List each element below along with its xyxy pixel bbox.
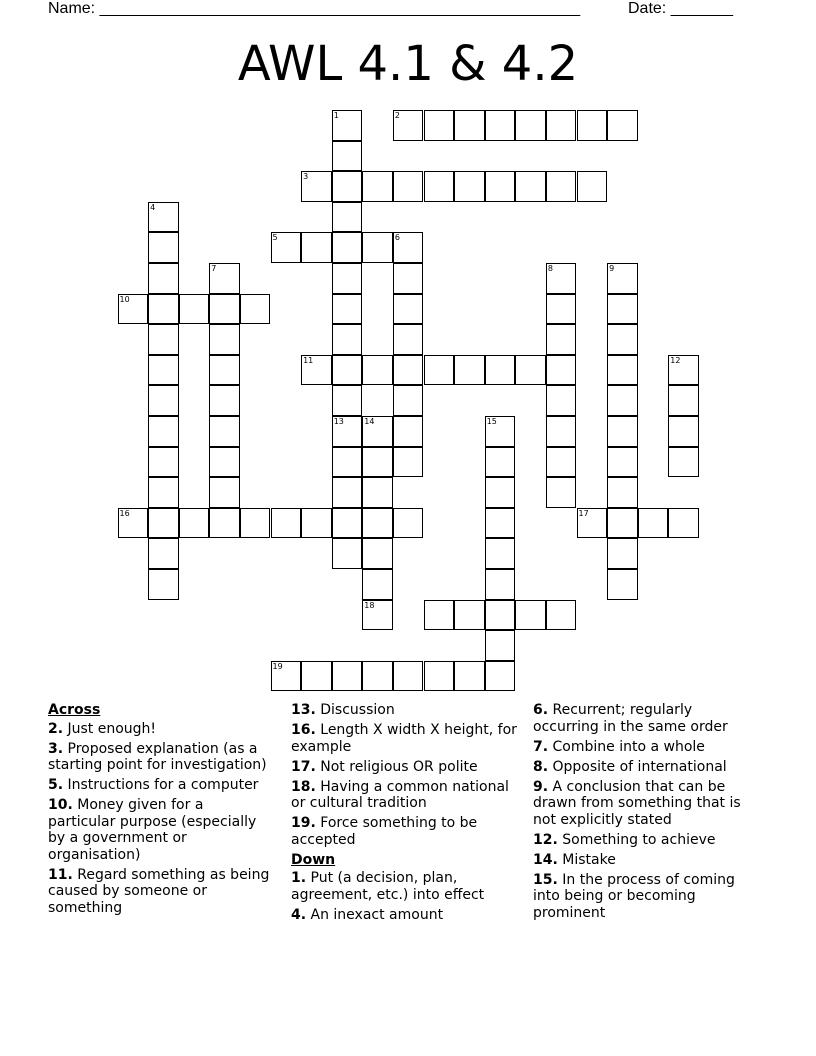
cell-number: 1 bbox=[333, 111, 339, 120]
down-clue bbox=[533, 832, 759, 849]
grid-cell[interactable] bbox=[332, 171, 363, 202]
grid-cell[interactable] bbox=[332, 202, 363, 233]
grid-cell[interactable] bbox=[148, 385, 179, 416]
cell-number: 17 bbox=[578, 508, 589, 518]
grid-cell[interactable] bbox=[546, 600, 577, 631]
clue-text: Combine into a whole bbox=[548, 738, 705, 755]
grid-cell[interactable] bbox=[332, 110, 363, 141]
grid-cell[interactable] bbox=[240, 508, 271, 539]
grid-cell[interactable] bbox=[240, 294, 271, 325]
grid-cell[interactable] bbox=[607, 416, 638, 447]
grid-cell[interactable] bbox=[209, 447, 240, 478]
clue-number: 2. bbox=[48, 720, 64, 737]
puzzle-title: AWL 4.1 & 4.2 bbox=[237, 36, 579, 92]
grid-cell[interactable] bbox=[332, 141, 363, 172]
grid-cell[interactable] bbox=[301, 171, 332, 202]
clue-text: Not religious OR polite bbox=[315, 758, 478, 775]
grid-cell[interactable] bbox=[148, 416, 179, 447]
clue-text: Money given for a particular purpose (especially by a government or organisation) bbox=[48, 797, 257, 863]
grid-cell[interactable] bbox=[607, 385, 638, 416]
grid-cell[interactable] bbox=[393, 385, 424, 416]
clue-text: Put (a decision, plan, agreement, etc.) into effect bbox=[291, 870, 485, 903]
grid-cell[interactable] bbox=[485, 630, 516, 661]
grid-cell[interactable] bbox=[209, 477, 240, 508]
clue-text: Opposite of international bbox=[548, 758, 727, 775]
grid-cell[interactable] bbox=[179, 294, 210, 325]
grid-cell[interactable] bbox=[301, 661, 332, 692]
grid-cell[interactable] bbox=[424, 110, 455, 141]
across-clue bbox=[291, 815, 517, 848]
grid-cell[interactable] bbox=[301, 355, 332, 386]
across-clue bbox=[291, 722, 517, 755]
grid-cell[interactable] bbox=[332, 232, 363, 263]
clue-text: Discussion bbox=[315, 702, 395, 718]
grid-cell[interactable] bbox=[148, 508, 179, 539]
grid-cell[interactable] bbox=[607, 263, 638, 294]
clue-number: 5. bbox=[48, 777, 64, 793]
grid-cell[interactable] bbox=[393, 294, 424, 325]
grid-cell[interactable] bbox=[577, 110, 608, 141]
grid-cell[interactable] bbox=[209, 385, 240, 416]
clue-text: Regard something as being caused by someone or something bbox=[48, 866, 270, 916]
grid-cell[interactable] bbox=[454, 355, 485, 386]
grid-cell[interactable] bbox=[485, 508, 516, 539]
grid-cell[interactable] bbox=[271, 661, 302, 692]
clue-text: Just enough! bbox=[63, 720, 157, 737]
grid-cell[interactable] bbox=[332, 661, 363, 692]
grid-cell[interactable] bbox=[148, 477, 179, 508]
grid-cell[interactable] bbox=[393, 110, 424, 141]
grid-cell[interactable] bbox=[209, 508, 240, 539]
clue-number: 18. bbox=[291, 778, 316, 795]
down-clue bbox=[533, 779, 759, 829]
grid-cell[interactable] bbox=[454, 600, 485, 631]
grid-cell[interactable] bbox=[332, 263, 363, 294]
cell-number: 18 bbox=[364, 600, 375, 610]
grid-cell[interactable] bbox=[424, 661, 455, 692]
clue-number: 17. bbox=[291, 758, 316, 775]
across-clue bbox=[48, 867, 274, 917]
across-clue bbox=[48, 741, 274, 774]
grid-cell[interactable] bbox=[362, 600, 393, 631]
name-field-label: Name: ______________________________________________________ bbox=[48, 0, 581, 17]
grid-cell[interactable] bbox=[332, 355, 363, 386]
grid-cell[interactable] bbox=[485, 538, 516, 569]
clue-text: Proposed explanation (as a starting point for investigation) bbox=[48, 740, 267, 773]
across-clue bbox=[291, 702, 517, 719]
cell-number: 6 bbox=[394, 233, 400, 243]
across-clue bbox=[48, 721, 274, 738]
grid-cell[interactable] bbox=[362, 232, 393, 263]
grid-cell[interactable] bbox=[332, 416, 363, 447]
cell-number: 10 bbox=[119, 294, 130, 304]
grid-cell[interactable] bbox=[179, 508, 210, 539]
grid-cell[interactable] bbox=[668, 385, 699, 416]
grid-cell[interactable] bbox=[148, 232, 179, 263]
grid-cell[interactable] bbox=[546, 447, 577, 478]
clues-column-3 bbox=[533, 702, 759, 925]
clue-number: 7. bbox=[533, 738, 549, 755]
grid-cell[interactable] bbox=[362, 447, 393, 478]
down-clue bbox=[533, 739, 759, 756]
down-clue bbox=[533, 759, 759, 776]
grid-cell[interactable] bbox=[607, 538, 638, 569]
grid-cell[interactable] bbox=[454, 661, 485, 692]
cell-number: 4 bbox=[150, 202, 156, 212]
cell-number: 11 bbox=[303, 355, 314, 365]
grid-cell[interactable] bbox=[638, 508, 669, 539]
grid-cell[interactable] bbox=[485, 416, 516, 447]
clue-number: 8. bbox=[533, 758, 549, 775]
clue-text: Recurrent; regularly occurring in the same order bbox=[533, 702, 728, 735]
grid-cell[interactable] bbox=[546, 263, 577, 294]
cell-number: 9 bbox=[609, 264, 615, 273]
grid-cell[interactable] bbox=[393, 447, 424, 478]
grid-cell[interactable] bbox=[485, 569, 516, 600]
clue-number: 4. bbox=[291, 906, 307, 923]
clue-number: 13. bbox=[291, 702, 316, 718]
grid-cell[interactable] bbox=[332, 294, 363, 325]
grid-cell[interactable] bbox=[362, 569, 393, 600]
grid-cell[interactable] bbox=[393, 661, 424, 692]
grid-cell[interactable] bbox=[546, 355, 577, 386]
grid-cell[interactable] bbox=[546, 477, 577, 508]
across-clue bbox=[48, 797, 274, 863]
clue-number: 14. bbox=[533, 851, 558, 868]
grid-cell[interactable] bbox=[209, 324, 240, 355]
grid-cell[interactable] bbox=[577, 171, 608, 202]
clue-number: 10. bbox=[48, 797, 73, 813]
grid-cell[interactable] bbox=[148, 294, 179, 325]
cell-number: 16 bbox=[119, 508, 130, 518]
clues-column-2 bbox=[291, 702, 517, 927]
grid-cell[interactable] bbox=[607, 324, 638, 355]
grid-cell[interactable] bbox=[485, 171, 516, 202]
clue-text: Length X width X height, for example bbox=[291, 722, 517, 755]
cell-number: 15 bbox=[486, 417, 497, 426]
grid-cell[interactable] bbox=[362, 508, 393, 539]
grid-cell[interactable] bbox=[118, 294, 149, 325]
clue-text: Having a common national or cultural tradition bbox=[291, 778, 509, 811]
down-clue bbox=[291, 870, 517, 903]
grid-cell[interactable] bbox=[393, 232, 424, 263]
grid-cell[interactable] bbox=[148, 324, 179, 355]
grid-cell[interactable] bbox=[209, 263, 240, 294]
cell-number: 19 bbox=[272, 661, 283, 671]
down-clue bbox=[533, 702, 759, 735]
grid-cell[interactable] bbox=[118, 508, 149, 539]
grid-cell[interactable] bbox=[393, 508, 424, 539]
cell-number: 2 bbox=[394, 111, 400, 120]
across-clue bbox=[291, 779, 517, 812]
grid-cell[interactable] bbox=[362, 477, 393, 508]
down-heading: Down bbox=[291, 851, 336, 868]
grid-cell[interactable] bbox=[515, 171, 546, 202]
grid-cell[interactable] bbox=[393, 324, 424, 355]
grid-cell[interactable] bbox=[424, 171, 455, 202]
clue-number: 19. bbox=[291, 815, 316, 831]
grid-cell[interactable] bbox=[362, 661, 393, 692]
clue-number: 3. bbox=[48, 740, 64, 757]
date-field-label: Date: _______ bbox=[628, 0, 733, 17]
grid-cell[interactable] bbox=[485, 110, 516, 141]
grid-cell[interactable] bbox=[546, 294, 577, 325]
grid-cell[interactable] bbox=[148, 569, 179, 600]
grid-cell[interactable] bbox=[607, 447, 638, 478]
grid-cell[interactable] bbox=[515, 600, 546, 631]
cell-number: 8 bbox=[547, 264, 553, 273]
clue-text: Force something to be accepted bbox=[291, 815, 478, 848]
grid-cell[interactable] bbox=[148, 263, 179, 294]
grid-cell[interactable] bbox=[301, 232, 332, 263]
clue-number: 1. bbox=[291, 870, 307, 886]
cell-number: 12 bbox=[670, 355, 681, 365]
grid-cell[interactable] bbox=[577, 508, 608, 539]
cell-number: 3 bbox=[303, 172, 309, 182]
across-heading: Across bbox=[48, 702, 101, 718]
grid-cell[interactable] bbox=[546, 416, 577, 447]
grid-cell[interactable] bbox=[668, 447, 699, 478]
grid-cell[interactable] bbox=[332, 538, 363, 569]
grid-cell[interactable] bbox=[668, 416, 699, 447]
clue-text: Something to achieve bbox=[557, 831, 716, 848]
grid-cell[interactable] bbox=[393, 355, 424, 386]
grid-cell[interactable] bbox=[485, 600, 516, 631]
grid-cell[interactable] bbox=[454, 110, 485, 141]
cell-number: 5 bbox=[272, 233, 278, 243]
grid-cell[interactable] bbox=[209, 355, 240, 386]
grid-cell[interactable] bbox=[515, 110, 546, 141]
grid-cell[interactable] bbox=[332, 508, 363, 539]
across-clue bbox=[291, 759, 517, 776]
across-clue bbox=[48, 777, 274, 794]
cell-number: 7 bbox=[211, 264, 217, 273]
clue-text: An inexact amount bbox=[306, 906, 444, 923]
grid-cell[interactable] bbox=[209, 416, 240, 447]
clue-number: 11. bbox=[48, 866, 73, 883]
grid-cell[interactable] bbox=[485, 355, 516, 386]
grid-cell[interactable] bbox=[148, 355, 179, 386]
grid-cell[interactable] bbox=[148, 202, 179, 233]
grid-cell[interactable] bbox=[393, 171, 424, 202]
grid-cell[interactable] bbox=[362, 355, 393, 386]
grid-cell[interactable] bbox=[362, 416, 393, 447]
clue-number: 9. bbox=[533, 778, 549, 795]
grid-cell[interactable] bbox=[393, 263, 424, 294]
grid-cell[interactable] bbox=[424, 355, 455, 386]
grid-cell[interactable] bbox=[454, 171, 485, 202]
grid-cell[interactable] bbox=[485, 661, 516, 692]
down-clue bbox=[533, 852, 759, 869]
grid-cell[interactable] bbox=[607, 294, 638, 325]
grid-cell[interactable] bbox=[148, 538, 179, 569]
grid-cell[interactable] bbox=[607, 569, 638, 600]
grid-cell[interactable] bbox=[546, 171, 577, 202]
grid-cell[interactable] bbox=[424, 600, 455, 631]
grid-cell[interactable] bbox=[607, 477, 638, 508]
clues-column-1 bbox=[48, 702, 274, 920]
grid-cell[interactable] bbox=[209, 294, 240, 325]
grid-cell[interactable] bbox=[546, 324, 577, 355]
grid-cell[interactable] bbox=[515, 355, 546, 386]
grid-cell[interactable] bbox=[332, 447, 363, 478]
grid-cell[interactable] bbox=[271, 508, 302, 539]
cell-number: 14 bbox=[364, 417, 375, 426]
clue-text: Instructions for a computer bbox=[63, 777, 259, 793]
clue-text: In the process of coming into being or becoming prominent bbox=[533, 871, 735, 921]
down-clue bbox=[533, 872, 759, 922]
grid-cell[interactable] bbox=[332, 385, 363, 416]
grid-cell[interactable] bbox=[332, 477, 363, 508]
grid-cell[interactable] bbox=[546, 110, 577, 141]
grid-cell[interactable] bbox=[393, 416, 424, 447]
grid-cell[interactable] bbox=[301, 508, 332, 539]
clue-number: 6. bbox=[533, 702, 549, 718]
grid-cell[interactable] bbox=[607, 110, 638, 141]
grid-cell[interactable] bbox=[607, 508, 638, 539]
grid-cell[interactable] bbox=[485, 477, 516, 508]
down-clue bbox=[291, 907, 517, 924]
clue-text: A conclusion that can be drawn from something that is not explicitly stated bbox=[533, 778, 741, 828]
clue-number: 12. bbox=[533, 831, 558, 848]
clue-number: 15. bbox=[533, 871, 558, 888]
clue-text: Mistake bbox=[557, 851, 616, 868]
clue-number: 16. bbox=[291, 722, 316, 738]
grid-cell[interactable] bbox=[362, 171, 393, 202]
grid-cell[interactable] bbox=[668, 355, 699, 386]
grid-cell[interactable] bbox=[607, 355, 638, 386]
grid-cell[interactable] bbox=[148, 447, 179, 478]
grid-cell[interactable] bbox=[546, 385, 577, 416]
grid-cell[interactable] bbox=[668, 508, 699, 539]
grid-cell[interactable] bbox=[271, 232, 302, 263]
grid-cell[interactable] bbox=[362, 538, 393, 569]
grid-cell[interactable] bbox=[332, 324, 363, 355]
grid-cell[interactable] bbox=[485, 447, 516, 478]
cell-number: 13 bbox=[333, 417, 344, 426]
